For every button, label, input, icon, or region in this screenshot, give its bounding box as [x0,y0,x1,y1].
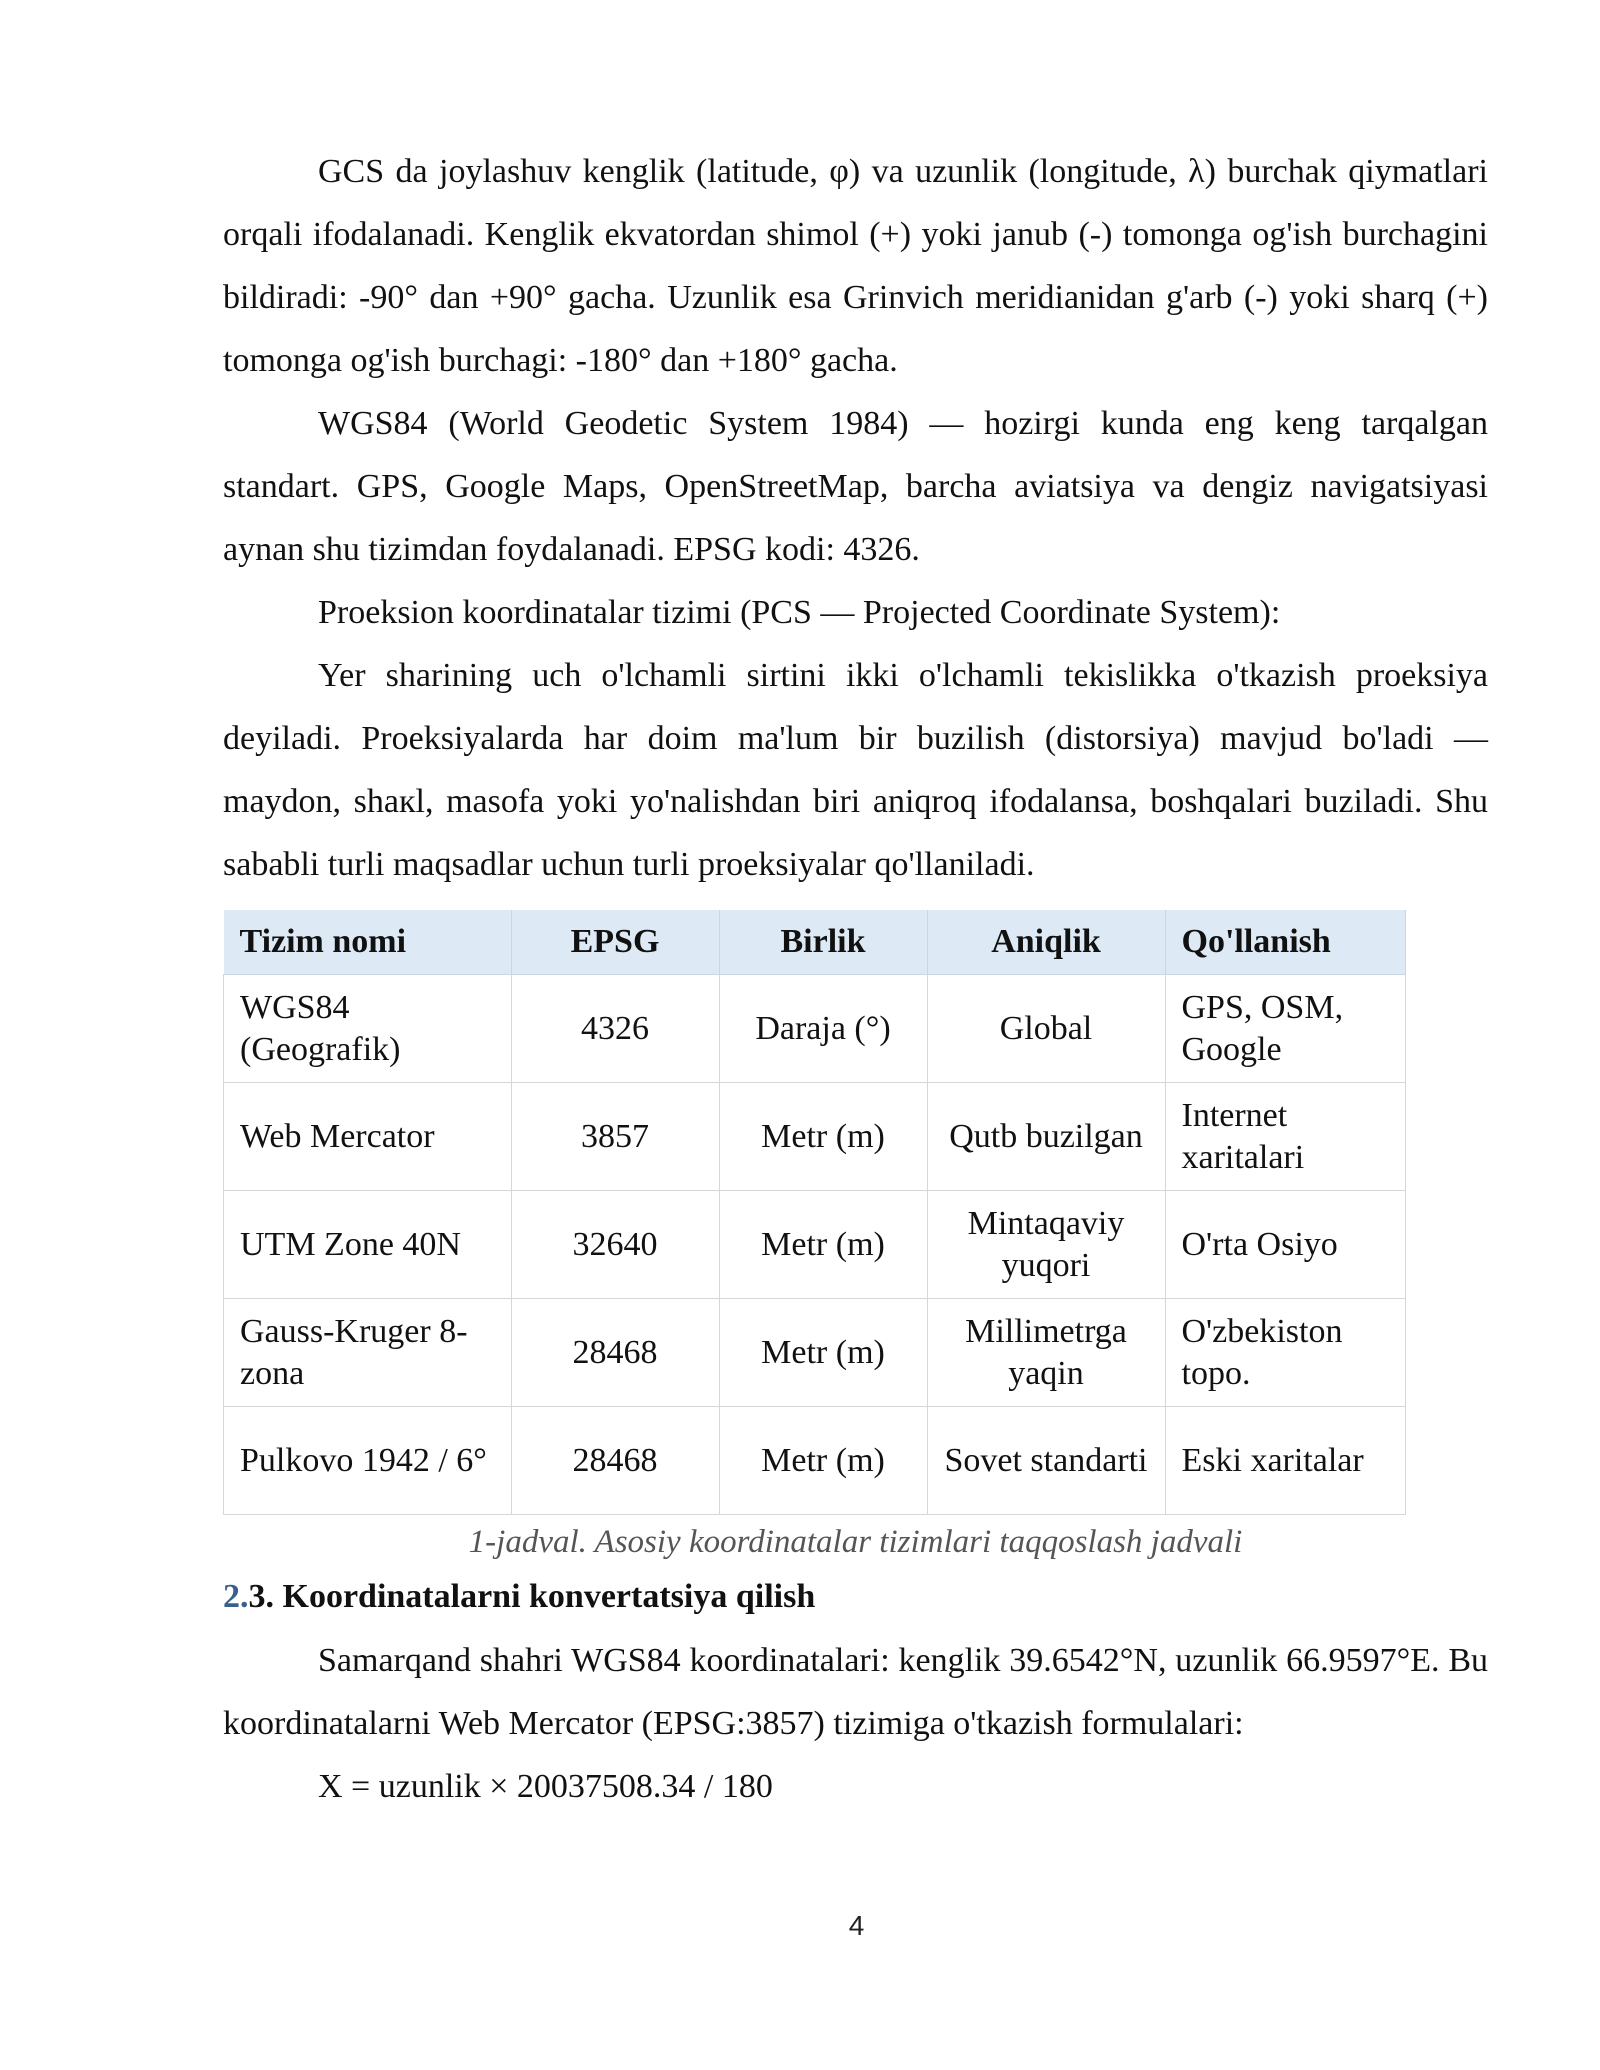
cell-epsg: 4326 [511,975,719,1083]
table-header-row [224,910,1406,975]
cell-accuracy: Sovet standarti [927,1407,1165,1515]
coordinate-systems-table [223,910,1406,1515]
section-number-prefix: 2. [223,1578,249,1615]
cell-system-name: Pulkovo 1942 / 6° [224,1407,512,1515]
paragraph-samarqand: Samarqand shahri WGS84 koordinatalari: kenglik 39.6542°N, uzunlik 66.9597°E. Bu koordinatalarni Web Mercator (EPSG:3857) tizimiga o'tkazish formulalari: [223,1642,1488,1742]
header-epsg: EPSG [511,910,719,975]
cell-accuracy: Global [927,975,1165,1083]
table-caption: 1-jadval. Asosiy koordinatalar tizimlari taqqoslash jadvali [468,1524,1243,1560]
document-page [223,140,1488,1818]
cell-usage: Internet xaritalari [1165,1083,1406,1191]
paragraph-gcs: GCS da joylashuv kenglik (latitude, φ) va uzunlik (longitude, λ) burchak qiymatlari orqali ifodalanadi. Kenglik ekvatordan shimol (+) yoki janub (-) tomonga og'ish burchagini bildiradi: -90° dan +90° gacha. Uzunlik esa Grinvich meridianidan g'arb (-) yoki sharq (+) tomonga og'ish burchagi: -180° dan +180° gacha. [223,153,1488,379]
cell-accuracy: Millimetrga yaqin [927,1299,1165,1407]
cell-epsg: 28468 [511,1407,719,1515]
paragraph-projection: Yer sharining uch o'lchamli sirtini ikki o'lchamli tekislikka o'tkazish proeksiya deyiladi. Proeksiyalarda har doim ma'lum bir buzilish (distorsiya) mavjud bo'ladi — maydon, shaкl, masofa yoki yo'nalishdan biri aniqroq ifodalansa, boshqalari buziladi. Shu sababli turli maqsadlar uchun turli proeksiyalar qo'llaniladi. [223,657,1488,883]
page-number: 4 [848,1910,865,1941]
table-row [224,1299,1406,1407]
table-row [224,975,1406,1083]
cell-accuracy: Mintaqaviy yuqori [927,1191,1165,1299]
table-row [224,1083,1406,1191]
header-system-name: Tizim nomi [224,910,512,975]
cell-system-name: Gauss-Kruger 8-zona [224,1299,512,1407]
cell-accuracy: Qutb buzilgan [927,1083,1165,1191]
table-row [224,1191,1406,1299]
cell-usage: O'rta Osiyo [1165,1191,1406,1299]
cell-system-name: WGS84 (Geografik) [224,975,512,1083]
cell-system-name: UTM Zone 40N [224,1191,512,1299]
paragraph-wgs84: WGS84 (World Geodetic System 1984) — hozirgi kunda eng keng tarqalgan standart. GPS, Google Maps, OpenStreetMap, barcha aviatsiya va dengiz navigatsiyasi aynan shu tizimdan foydalanadi. EPSG kodi: 4326. [223,405,1488,568]
cell-epsg: 32640 [511,1191,719,1299]
formula-x: X = uzunlik × 20037508.34 / 180 [318,1768,773,1805]
header-unit: Birlik [719,910,927,975]
cell-epsg: 28468 [511,1299,719,1407]
cell-unit: Metr (m) [719,1299,927,1407]
cell-usage: Eski xaritalar [1165,1407,1406,1515]
cell-unit: Metr (m) [719,1083,927,1191]
cell-unit: Metr (m) [719,1407,927,1515]
cell-usage: GPS, OSM, Google [1165,975,1406,1083]
section-title: Koordinatalarni konvertatsiya qilish [282,1578,816,1615]
table-row [224,1407,1406,1515]
section-heading [223,1571,1488,1623]
cell-unit: Daraja (°) [719,975,927,1083]
header-usage: Qo'llanish [1165,910,1406,975]
paragraph-pcs-heading: Proeksion koordinatalar tizimi (PCS — Projected Coordinate System): [318,594,1281,631]
cell-usage: O'zbekiston topo. [1165,1299,1406,1407]
header-accuracy: Aniqlik [927,910,1165,975]
cell-unit: Metr (m) [719,1191,927,1299]
cell-epsg: 3857 [511,1083,719,1191]
cell-system-name: Web Mercator [224,1083,512,1191]
section-number-rest: 3. [248,1578,274,1615]
